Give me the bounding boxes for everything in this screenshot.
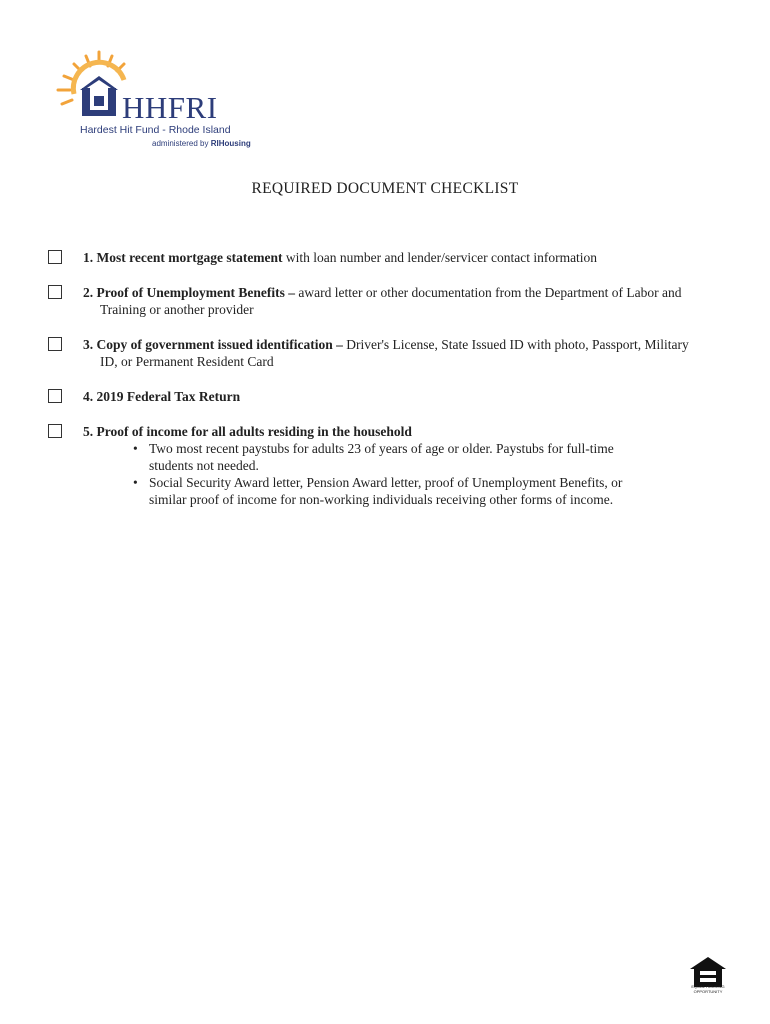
item-text-4 [83,388,703,405]
item-text-2 [83,284,703,318]
income-proof-list [83,440,643,508]
admin-prefix: administered by [152,139,209,148]
item-description-continued: ID, or Permanent Resident Card [100,354,274,369]
item-text-1 [83,249,703,266]
item-description: Driver's License, State Issued ID with photo, Passport, Military [342,337,689,352]
item-number: 3. [83,337,94,352]
bullet-text: Two most recent paystubs for adults 23 of years of age or older. Paystubs for full-time students not needed. [149,441,614,473]
equal-housing-caption: EQUAL HOUSING OPPORTUNITY [691,984,725,994]
bullet-icon: • [133,441,138,456]
checkbox-1[interactable] [48,250,62,264]
item-description-continued: Training or another provider [100,302,254,317]
logo-wordmark: HHFRI [122,90,218,125]
bullet-icon: • [133,475,138,490]
checkbox-2[interactable] [48,285,62,299]
admin-org: RIHousing [210,139,251,148]
item-number: 4. [83,389,94,404]
logo-subtitle: Hardest Hit Fund - Rhode Island [80,124,231,136]
item-heading: Copy of government issued identification – [96,337,343,352]
checkbox-5[interactable] [48,424,62,438]
item-number: 5. [83,424,94,439]
item-heading: Proof of income for all adults residing in the household [96,424,412,439]
item-heading: Proof of Unemployment Benefits – [96,285,295,300]
item-description: award letter or other documentation from the Department of Labor and [294,285,682,300]
checkbox-3[interactable] [48,337,62,351]
item-description: with loan number and lender/servicer contact information [282,250,598,265]
item-number: 2. [83,285,94,300]
page-title: REQUIRED DOCUMENT CHECKLIST [251,180,519,197]
hhfri-logo [52,50,251,152]
item-text-5 [83,423,703,508]
bullet-text: Social Security Award letter, Pension Award letter, proof of Unemployment Benefits, or similar proof of income for non-working individuals receiving other forms of income. [149,475,623,507]
list-item [133,440,643,474]
item-text-3 [83,336,703,370]
item-heading: Most recent mortgage statement [96,250,283,265]
logo-administered-by [152,139,251,148]
item-heading: 2019 Federal Tax Return [96,389,241,404]
item-number: 1. [83,250,94,265]
list-item [133,474,643,508]
checkbox-4[interactable] [48,389,62,403]
sun-house-icon [52,50,132,120]
